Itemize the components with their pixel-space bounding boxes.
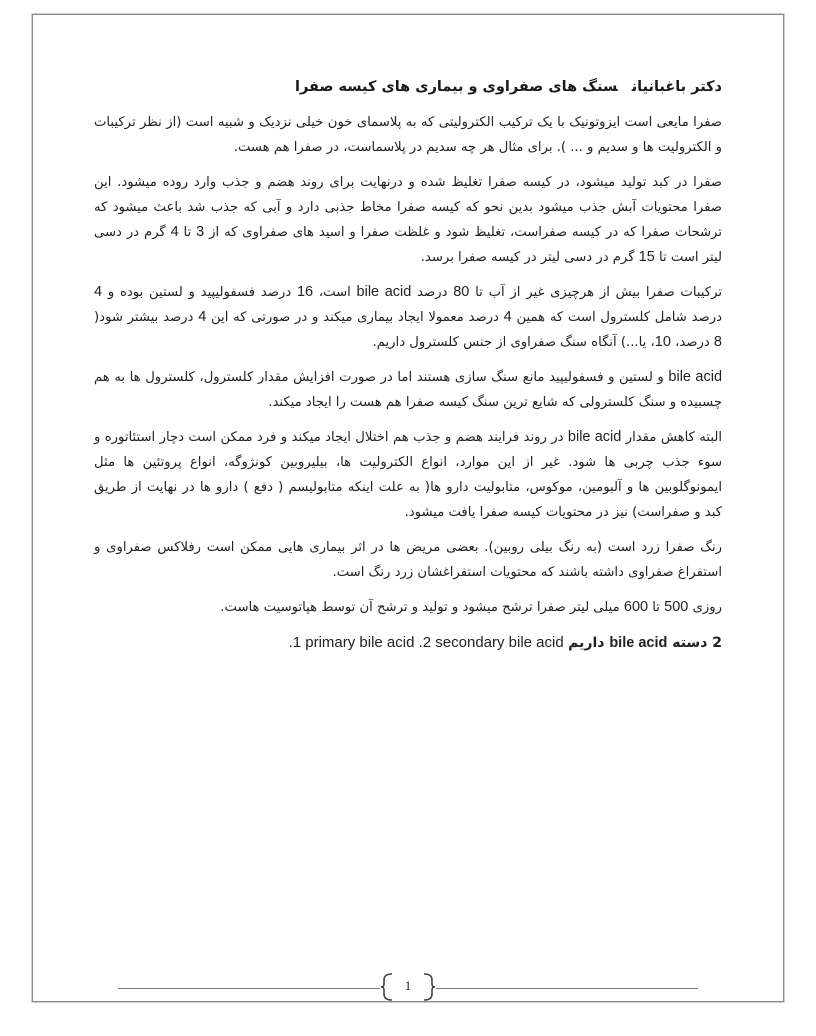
paragraph-3-text-g: درصد بیشتر شود( xyxy=(94,310,199,325)
paragraph-3-text-f: درصد معمولا ایجاد بیماری میکند و در صورتی که این xyxy=(206,310,504,325)
paragraph-5-term: bile acid xyxy=(567,429,622,445)
page-number: 1 xyxy=(404,978,412,993)
bile-acid-heading-term: bile acid xyxy=(609,635,668,651)
paragraph-2-text-d: گرم در دسی لیتر در کیسه صفرا برسد. xyxy=(420,250,639,265)
paragraph-2-text-b: تا xyxy=(178,225,197,240)
paragraph-4 xyxy=(94,365,722,415)
paragraph-3-term: bile acid xyxy=(356,284,412,300)
paragraph-3-num-b: 16 xyxy=(296,284,314,300)
page-number-bracket xyxy=(380,972,436,1002)
bile-acid-heading-suffix: داریم xyxy=(568,635,610,651)
paragraph-7-num-a: 500 xyxy=(664,599,689,615)
paragraph-5 xyxy=(94,425,722,525)
paragraph-3-num-c: 4 xyxy=(94,284,103,300)
paragraph-2-num-c: 15 xyxy=(638,249,655,265)
bile-acid-heading xyxy=(568,635,722,651)
paragraph-3-text-b: درصد xyxy=(411,285,454,300)
paragraph-3 xyxy=(94,280,722,355)
paragraph-3-num-a: 80 xyxy=(453,284,470,300)
paragraph-2-text-a: صفرا در کبد تولید میشود، در کیسه صفرا تغلیظ شده و درنهایت برای روند هضم و جذب وارد روده میشود. این صفرا محتویات آبش جذب میشود بدین نحو که کیسه صفرا مخاط جذبی دارد و آبی که جذب شد باعث میشود که ترشحات صفرا که در کیسه صفراست، تغلیظ شود و غلظت صفرا و اسید های صفراوی که از xyxy=(94,175,723,240)
page-footer xyxy=(118,972,698,1002)
paragraph-3-text-i: ، یا...) آنگاه سنگ صفراوی از جنس کلسترول داریم. xyxy=(372,335,655,350)
paragraph-4-text: و لستین و فسفولیپید مانع سنگ سازی هستند اما در صورت افزایش مقدار کلسترول، کلسترول ها به هم چسبیده و سنگ کلسترولی که شایع ترین سنگ کیسه صفرا هم هست را ایجاد میکند. xyxy=(94,370,722,410)
paragraph-6 xyxy=(94,535,722,585)
paragraph-3-text-d: درصد فسفولیپید و لستین بوده و xyxy=(102,285,297,300)
paragraph-3-text-c: است، xyxy=(313,285,357,300)
paragraph-3-text-a: ترکیبات صفرا بیش از هرچیزی غیر از آب تا xyxy=(469,285,723,300)
paragraph-2-num-b: 4 xyxy=(170,224,179,240)
paragraph-6-text: رنگ صفرا زرد است (به رنگ بیلی روبین). بعضی مریض ها در اثر بیماری هایی ممکن است رفلاکس صفراوی و استفراغ صفراوی داشته باشند که محتویات استفراغشان زرد رنگ است. xyxy=(94,540,722,580)
paragraph-1 xyxy=(94,110,722,160)
paragraph-5-text-a: البته کاهش مقدار xyxy=(621,430,722,445)
paragraph-7 xyxy=(94,595,722,620)
paragraph-1-text: صفرا مایعی است ایزوتونیک با یک ترکیب الکترولیتی که به پلاسمای خون خیلی نزدیک و شبیه است (از نظر ترکیبات و الکترولیت ها و سدیم و ... ). برای مثال هر چه سدیم در پلاسماست، در صفرا هم هست. xyxy=(94,115,722,155)
paragraph-3-text-h: درصد، xyxy=(670,335,714,350)
paragraph-8 xyxy=(94,630,722,656)
paragraph-4-term: bile acid xyxy=(668,369,723,385)
paragraph-3-num-f: 8 xyxy=(713,334,722,350)
document-title xyxy=(94,74,722,100)
title-text: سنگ های صفراوی و بیماری های کیسه صفرا xyxy=(295,79,618,95)
footer-rule-right xyxy=(436,988,698,989)
paragraph-7-text-b: تا xyxy=(648,600,665,615)
paragraph-7-text-a: روزی xyxy=(688,600,722,615)
paragraph-3-text-e: درصد شامل کلسترول است که همین xyxy=(511,310,722,325)
paragraph-3-num-e: 4 xyxy=(198,309,207,325)
paragraph-3-num-d: 4 xyxy=(503,309,512,325)
paragraph-2-num-a: 3 xyxy=(196,224,205,240)
document-body xyxy=(94,74,722,656)
bile-acid-types-list: .1 primary bile acid .2 secondary bile acid xyxy=(288,634,564,651)
paragraph-3-num-g: 10 xyxy=(654,334,671,350)
paragraph-2 xyxy=(94,170,722,270)
footer-rule-left xyxy=(118,988,380,989)
paragraph-5-text-b: در روند فرایند هضم و جذب هم اختلال ایجاد میکند و فرد ممکن است دچار استئاتوره و سوء جذب چربی ها شود. غیر از این موارد، انواع الکترولیت ها، بیلیروبین کونژوگه، انواع پروتئین ها مثل ایمونوگلوبین ها و آلبومین، موکوس، متابولیت دارو ها( به علت اینکه متابولیسم ( دفع ) دارو ها در نهایت از طریق کبد و صفراست) نیز در محتویات کیسه صفرا یافت میشود. xyxy=(94,430,722,520)
paragraph-7-num-b: 600 xyxy=(623,599,649,615)
paragraph-7-text-c: میلی لیتر صفرا ترشح میشود و تولید و ترشح آن توسط هپاتوسیت هاست. xyxy=(220,600,624,615)
title-author: دکتر باغبانیان xyxy=(631,79,722,95)
bile-acid-heading-prefix: 2 دسته xyxy=(667,635,722,651)
paragraph-2-text-c: گرم در دسی لیتر است تا xyxy=(94,225,722,265)
